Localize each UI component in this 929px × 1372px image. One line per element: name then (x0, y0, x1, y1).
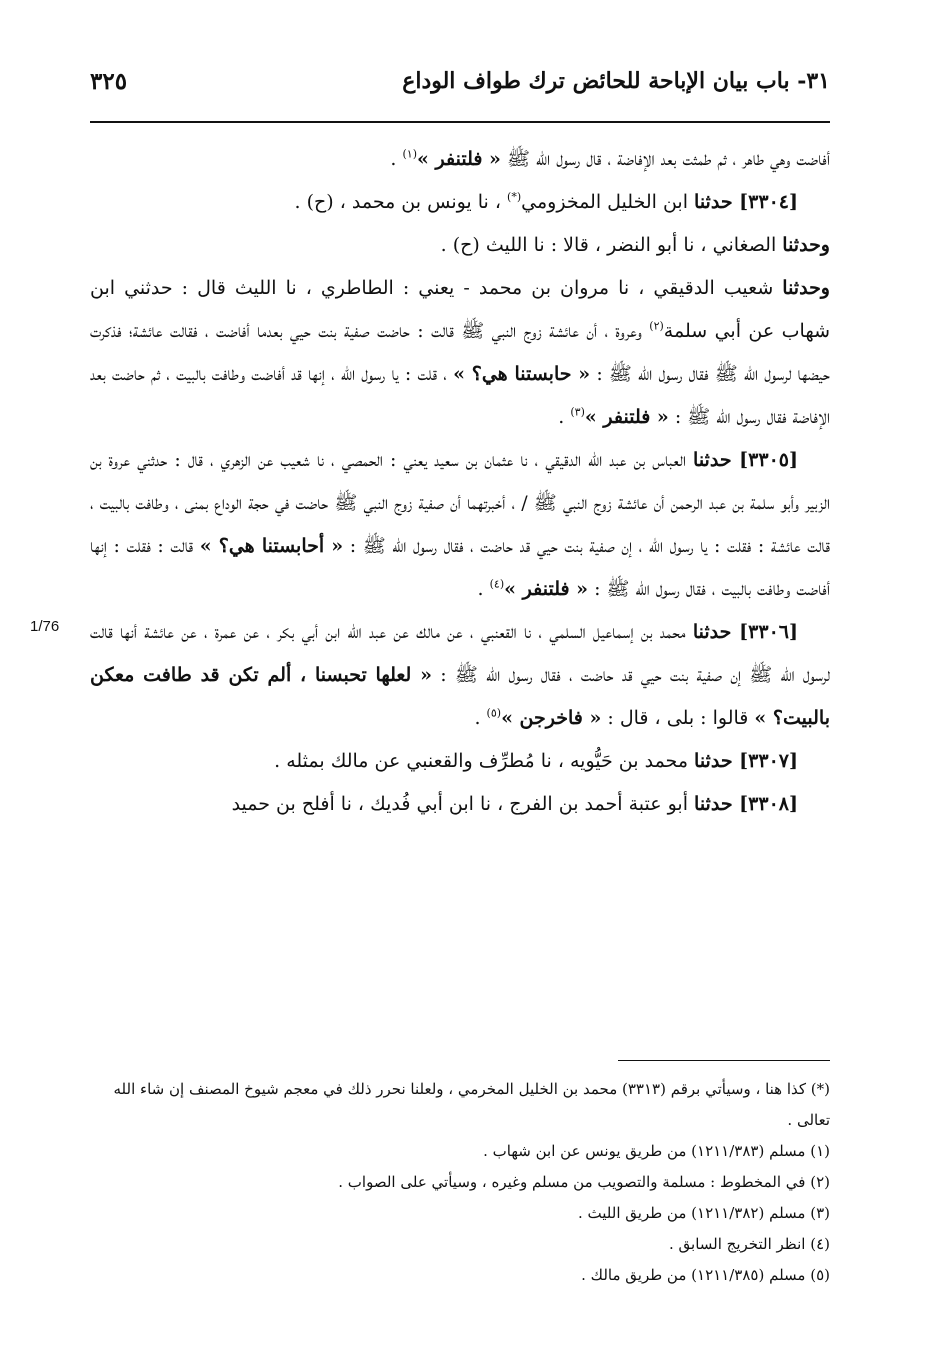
text-segment: أبو عتبة أحمد بن الفرج ، نا ابن أبي فُديك ، نا أفلح بن حميد (231, 793, 695, 815)
text-segment: ، نا يونس بن محمد ، (ح) . (294, 191, 508, 213)
emphasis-text: [٣٣٠٥] حدثنا (693, 449, 798, 471)
paragraph (90, 267, 830, 439)
paragraph (90, 740, 830, 783)
text-segment: محمد بن إسماعيل السلمي ، نا القعنبي ، عن مالك عن عبد الله ابن أبي بكر ، عن عمرة ، عن عائشة أنها قالت لرسول الله ﷺ إن صفية بنت حيي قد حاضت ، فقال رسول الله ﷺ : (90, 621, 830, 686)
chapter-title: ٣١- باب بيان الإباحة للحائض ترك طواف الوداع (402, 68, 830, 94)
paragraph (90, 783, 830, 826)
text-segment: ، قلت : يا رسول الله ، إنها قد أفاضت وطافت بالبيت ، ثم حاضت بعد الإفاضة فقال رسول الله ﷺ : (90, 363, 830, 428)
footnote-divider (618, 1060, 830, 1061)
paragraph (90, 224, 830, 267)
footnote-ref: (٢) (649, 319, 664, 333)
footnote-ref: (١) (402, 147, 418, 161)
page-number: ٣٢٥ (90, 68, 128, 95)
paragraph (90, 439, 830, 611)
emphasis-text: « أحابستنا هي؟ » (199, 535, 344, 557)
text-segment: شعيب الدقيقي ، نا مروان بن محمد - يعني : الطاطري ، نا الليث قال : حدثني ابن شهاب عن أبي سلمة (90, 277, 830, 342)
footnote: (٢) في المخطوط : مسلمة والتصويب من مسلم وغيره ، وسيأتي على الصواب . (338, 1173, 830, 1191)
emphasis-text: [٣٣٠٦] حدثنا (692, 621, 798, 643)
footnote: (١) مسلم (١٢١١/٣٨٣) من طريق يونس عن ابن شهاب . (483, 1142, 830, 1160)
footnote: (*) كذا هنا ، وسيأتي برقم (٣٣١٣) محمد بن الخليل المخرمي ، ولعلنا نحرر ذلك في معجم شيوخ المصنف إن شاء الله تعالى . (113, 1080, 830, 1129)
footnote-ref: (٣) (570, 405, 585, 419)
margin-folio-note: 1/76 (30, 618, 60, 635)
footnote: (٥) مسلم (١٢١١/٣٨٥) من طريق مالك . (581, 1266, 830, 1284)
emphasis-text: [٣٣٠٧] حدثنا (694, 750, 798, 772)
text-segment: العباس بن عبد الله الدقيقي ، نا عثمان بن سعيد يعني : الحمصي ، نا شعيب عن الزهري ، قال : حدثني عروة بن الزبير وأبو سلمة بن عبد الرحمن أن عائشة زوج النبي ﷺ / ، أخبرتهما أن صفية زوج النبي ﷺ حاضت في حجة الوداع بمنى ، وطافت بالبيت ، قالت عائشة : فقلت : يا رسول الله ، إن صفية بنت حيي قد حاضت ، فقال رسول الله ﷺ : (90, 449, 831, 557)
emphasis-text: وحدثنا (782, 234, 830, 256)
text-segment: . (474, 707, 487, 729)
text-segment: قالوا : بلى ، قال : (601, 707, 755, 729)
text-segment: . (558, 406, 571, 428)
footnote-ref: (*) (507, 190, 522, 204)
emphasis-text: [٣٣٠٤] حدثنا (694, 191, 798, 213)
text-segment: وعروة ، أن عائشة زوج النبي ﷺ قالت : حاضت صفية بنت حيي بعدما أفاضت ، فقالت عائشة؛ فذكرت حيضها لرسول الله ﷺ فقال رسول الله ﷺ : (90, 320, 830, 385)
text-segment: ابن الخليل المخزومي (521, 191, 695, 213)
text-segment: محمد بن حَيُّويه ، نا مُطرِّف والقعنبي عن مالك بمثله . (274, 750, 695, 772)
text-segment: أفاضت وهي طاهر ، ثم طمثت بعد الإفاضة ، قال رسول الله ﷺ (500, 148, 830, 170)
text-segment: . (477, 578, 490, 600)
emphasis-text: « فلتنفر » (584, 406, 669, 428)
emphasis-text: « حابستنا هي؟ » (453, 363, 591, 385)
emphasis-text: « فلتنفر » (504, 578, 589, 600)
emphasis-text: [٣٣٠٨] حدثنا (694, 793, 798, 815)
header-divider (90, 121, 830, 123)
page-header (90, 68, 830, 108)
footnote: (٤) انظر التخريج السابق . (669, 1235, 830, 1253)
footnote-ref: (٥) (486, 706, 502, 720)
emphasis-text: وحدثنا (782, 277, 830, 299)
paragraph (90, 138, 830, 181)
footnote: (٣) مسلم (١٢١١/٣٨٢) من طريق الليث . (578, 1204, 830, 1222)
text-segment: الصغاني ، نا أبو النضر ، قالا : نا الليث (ح) . (440, 234, 783, 256)
footnote-ref: (٤) (489, 577, 505, 591)
main-text (90, 138, 830, 826)
emphasis-text: « فلتنفر » (417, 148, 501, 170)
text-segment: . (390, 148, 403, 170)
paragraph (90, 181, 830, 224)
paragraph (90, 611, 830, 740)
footnotes (90, 1074, 830, 1291)
text-segment: قالت : فقلت : إنها أفاضت وطافت بالبيت ، فقال رسول الله ﷺ : (90, 535, 830, 600)
emphasis-text: « فاخرجن » (501, 707, 602, 729)
emphasis-text: « لعلها تحبسنا ، ألم تكن قد طافت معكن بالبيت؟ » (90, 664, 830, 729)
